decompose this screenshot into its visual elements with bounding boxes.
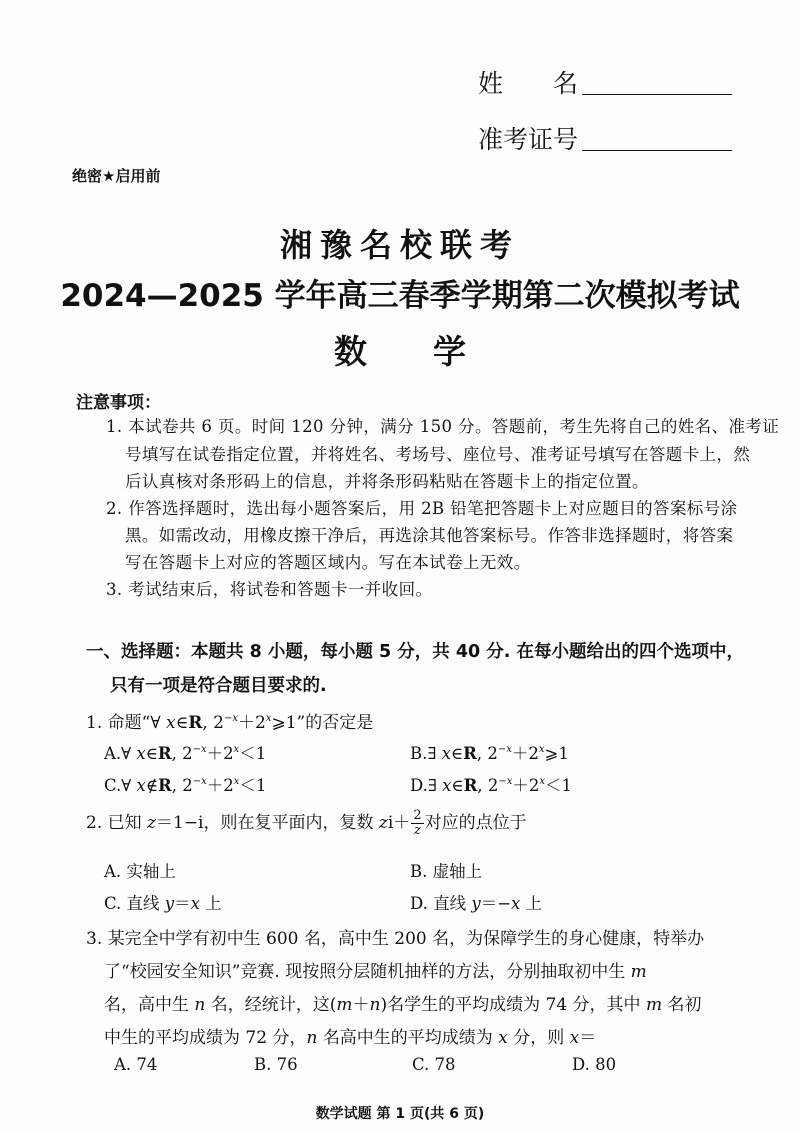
exam-id-fill-line[interactable] <box>582 150 732 151</box>
page-footer: 数学试题 第 1 页(共 6 页) <box>315 1106 485 1122</box>
exam-title: 湘豫名校联考 <box>279 226 520 264</box>
note-item-1-line-3: 后认真核对条形码上的信息，并将条形码粘贴在答题卡上的指定位置。 <box>125 472 649 491</box>
name-label: 姓 名 <box>478 69 579 98</box>
question-3-line-3: 名，高中生 n 名，经统计，这(m＋n)名学生的平均成绩为 74 分，其中 m 名初 <box>104 995 702 1015</box>
exam-subtitle: 2024—2025 学年高三春季学期第二次模拟考试 <box>60 278 740 314</box>
note-item-1-line-2: 号填写在试卷指定位置，并将姓名、考场号、座位号、准考证号填写在答题卡上，然 <box>125 445 751 464</box>
section-heading-line-2: 只有一项是符合题目要求的. <box>110 676 327 696</box>
question-3-option-c[interactable]: C. 78 <box>412 1055 456 1074</box>
question-3-option-a[interactable]: A. 74 <box>114 1055 158 1074</box>
note-item-2-line-1: 2. 作答选择题时，选出每小题答案后，用 2B 铅笔把答题卡上对应题目的答案标号涂 <box>106 499 738 518</box>
note-item-1-line-1: 1. 本试卷共 6 页。时间 120 分钟，满分 150 分。答题前，考生先将自己的姓名、准考证 <box>106 417 780 436</box>
question-3-line-2: 了“校园安全知识”竞赛. 现按照分层随机抽样的方法，分别抽取初中生 m <box>104 962 647 982</box>
notes-heading: 注意事项： <box>76 393 161 413</box>
question-2-option-b[interactable]: B. 虚轴上 <box>410 862 483 881</box>
subject-title: 数 学 <box>334 332 466 371</box>
question-3-line-4: 中生的平均成绩为 72 分，n 名高中生的平均成绩为 x 分，则 x＝ <box>104 1028 597 1048</box>
question-2-option-a[interactable]: A. 实轴上 <box>104 862 176 881</box>
note-item-2-line-3: 写在答题卡上对应的答题区域内。写在本试卷上无效。 <box>125 553 531 572</box>
question-2-option-d[interactable]: D. 直线 y＝−x 上 <box>410 894 543 913</box>
question-2-stem: 2. 已知 z＝1−i，则在复平面内，复数 zi＋ $\frac{2}{z}$ 对应的点位于 <box>86 808 527 838</box>
question-3-line-1: 3. 某完全中学有初中生 600 名，高中生 200 名，为保障学生的身心健康，特举办 <box>86 929 705 949</box>
fraction-2-over-z: $\frac{2}{z}$ <box>413 808 422 838</box>
question-1-option-c[interactable]: C.∀ x∉R, $2^{-x}+2^x<1$ <box>104 776 267 795</box>
question-1-option-a[interactable]: A.∀ x∈R, $2^{-x}+2^x<1$ <box>104 744 267 763</box>
note-item-2-line-2: 黑。如需改动，用橡皮擦干净后，再选涂其他答案标号。作答非选择题时，将答案 <box>125 526 734 545</box>
question-3-option-d[interactable]: D. 80 <box>572 1055 617 1074</box>
question-3-option-b[interactable]: B. 76 <box>254 1055 298 1074</box>
exam-id-label: 准考证号 <box>478 125 579 154</box>
question-1-stem: 1. 命题“∀ x∈R, $2^{-x}+2^x⩾1$”的否定是 <box>86 713 374 733</box>
question-2-option-c[interactable]: C. 直线 y＝x 上 <box>104 894 222 913</box>
confidential-mark: 绝密★启用前 <box>72 167 161 185</box>
question-1-option-b[interactable]: B.∃ x∈R, $2^{-x}+2^x⩾1$ <box>410 744 569 763</box>
note-item-3: 3. 考试结束后，将试卷和答题卡一并收回。 <box>106 580 433 599</box>
section-heading: 一、选择题：本题共 8 小题，每小题 5 分，共 40 分. 在每小题给出的四个选项中， <box>86 642 744 662</box>
name-fill-line[interactable] <box>582 94 732 95</box>
question-1-option-d[interactable]: D.∃ x∈R, $2^{-x}+2^x<1$ <box>410 776 573 795</box>
